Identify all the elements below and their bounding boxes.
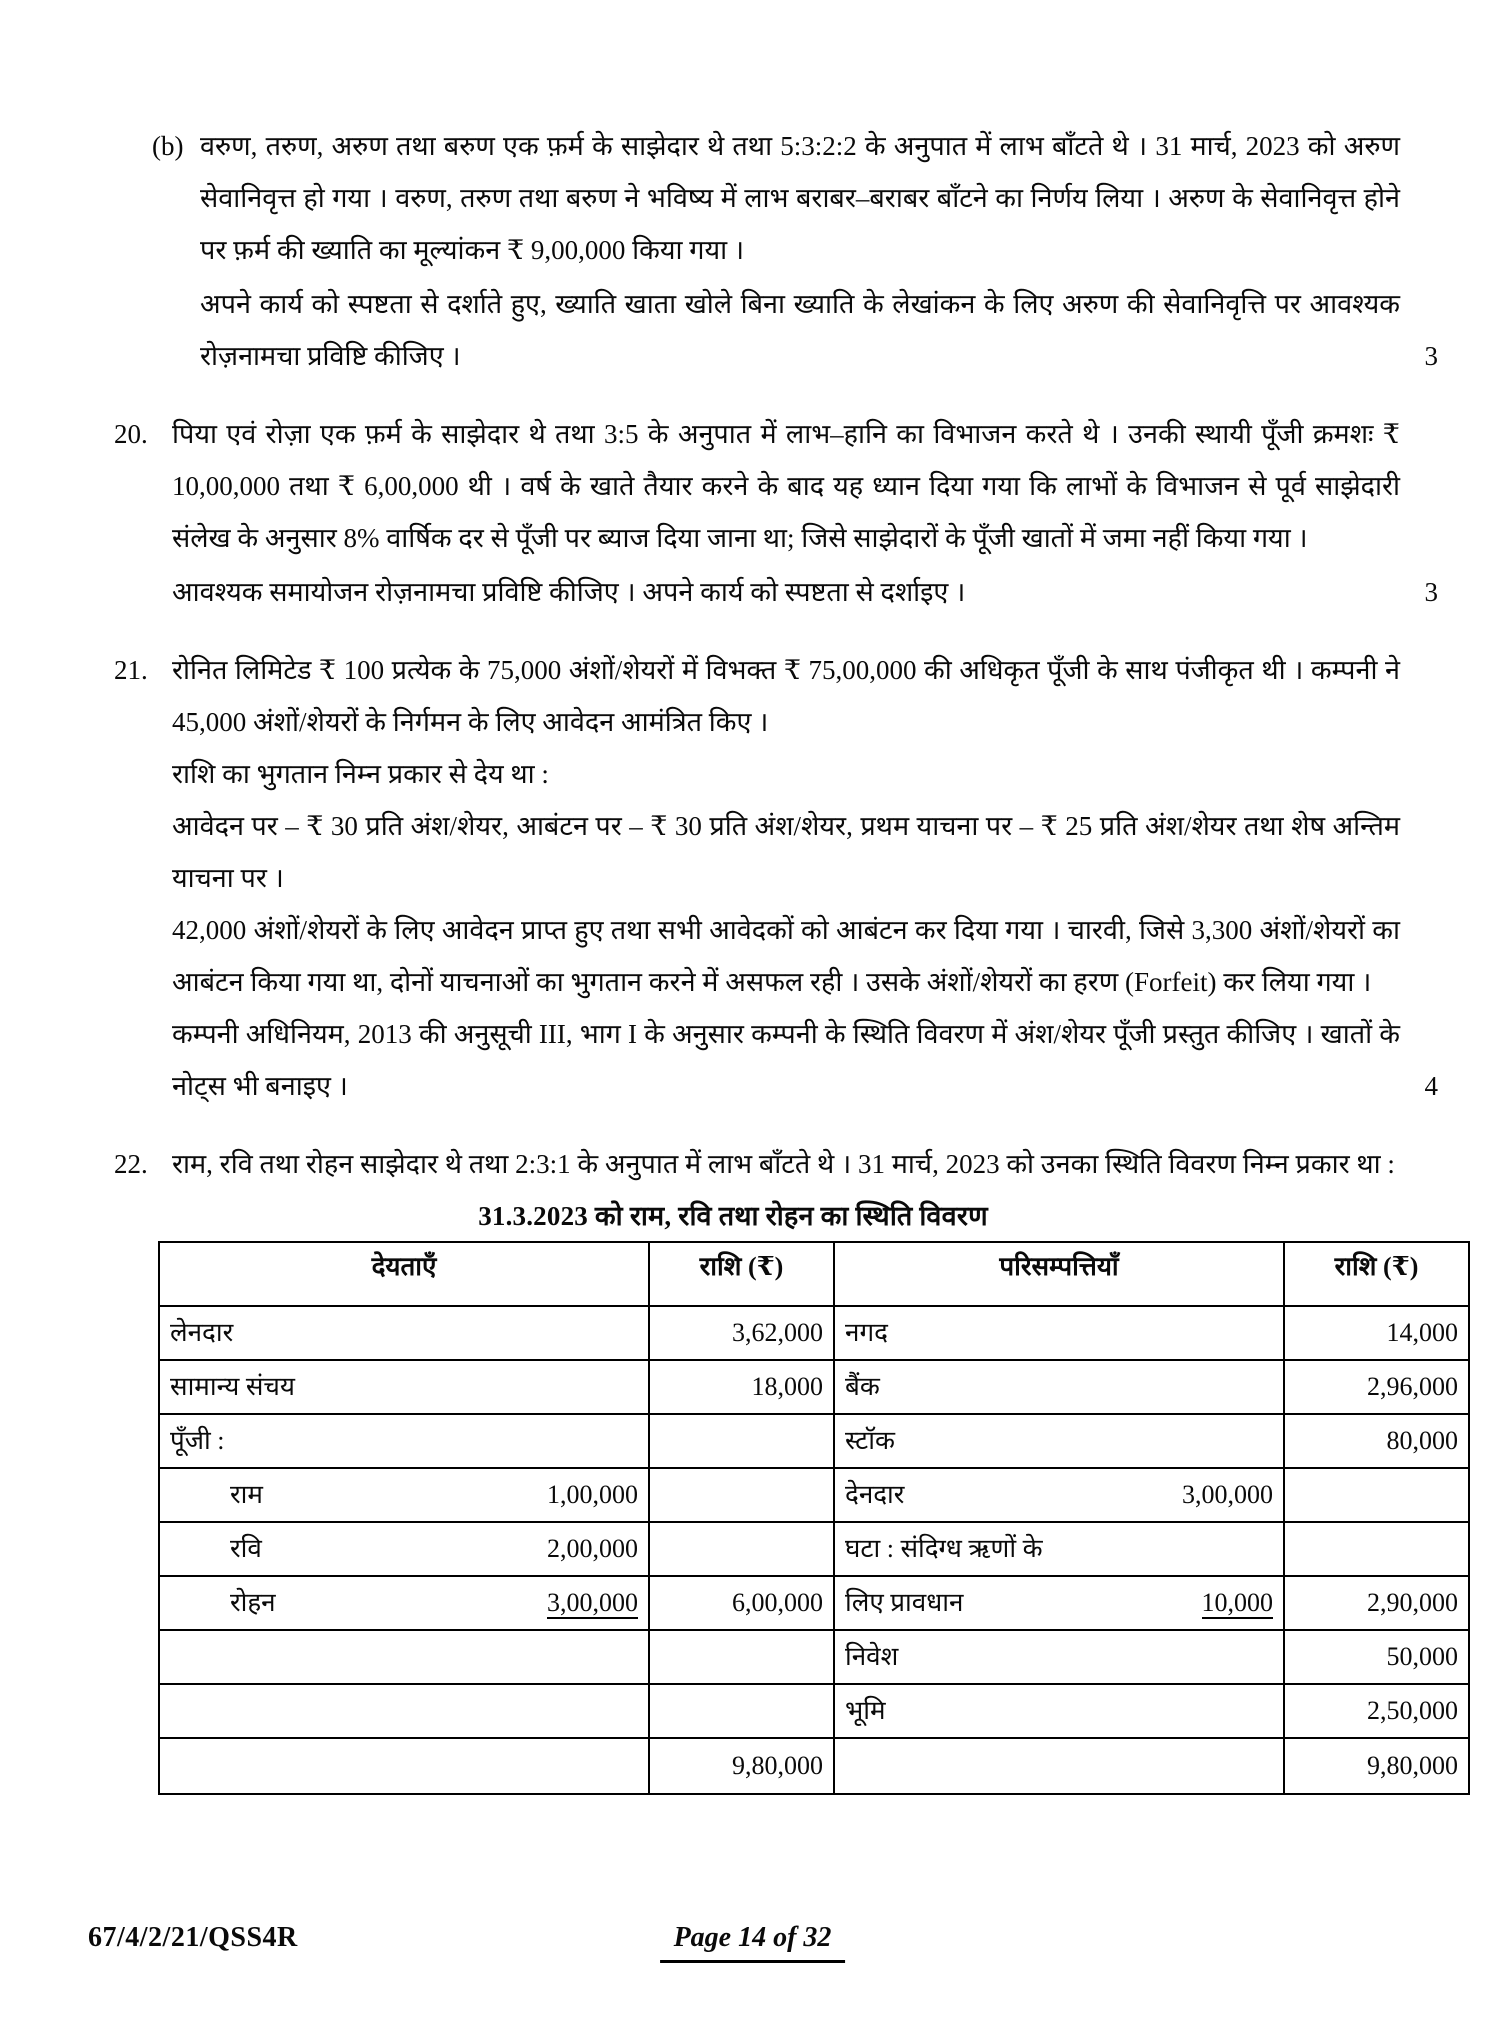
table-row — [159, 1630, 1469, 1684]
balance-sheet — [158, 1196, 1459, 1795]
header-assets: परिसम्पत्तियाँ — [834, 1242, 1284, 1306]
question-21-para-5: कम्पनी अधिनियम, 2013 की अनुसूची III, भाग I के अनुसार कम्पनी के स्थिति विवरण में अंश/शेयर पूँजी प्रस्तुत कीजिए । खातों के नोट्स भी बनाइए । — [172, 1019, 1400, 1101]
table-row — [159, 1684, 1469, 1738]
question-b-para-2: अपने कार्य को स्पष्टता से दर्शाते हुए, ख्याति खाता खोले बिना ख्याति के लेखांकन के लिए अरुण की सेवानिवृत्ति पर आवश्यक रोज़नामचा प्रविष्टि कीजिए । — [200, 289, 1400, 371]
liability-label: राम — [159, 1468, 489, 1522]
liability-amount: 3,62,000 — [649, 1306, 834, 1360]
total-sub-right — [1124, 1738, 1284, 1794]
liability-amount — [649, 1630, 834, 1684]
asset-label: स्टॉक — [834, 1414, 1124, 1468]
asset-label: भूमि — [834, 1684, 1124, 1738]
table-row — [159, 1576, 1469, 1630]
total-amount-left: 9,80,000 — [649, 1738, 834, 1794]
asset-amount: 14,000 — [1284, 1306, 1469, 1360]
asset-sub — [1124, 1684, 1284, 1738]
asset-sub — [1124, 1522, 1284, 1576]
question-22 — [110, 1138, 1400, 1190]
asset-sub — [1124, 1360, 1284, 1414]
header-liabilities: देयताएँ — [159, 1242, 649, 1306]
asset-sub: 3,00,000 — [1124, 1468, 1284, 1522]
asset-label: बैंक — [834, 1360, 1124, 1414]
question-21-body — [172, 644, 1400, 1112]
liability-amount — [649, 1684, 834, 1738]
asset-amount: 2,50,000 — [1284, 1684, 1469, 1738]
footer-paper-code: 67/4/2/21/QSS4R — [88, 1922, 298, 1953]
question-20-body — [172, 408, 1400, 618]
question-22-para-1: राम, रवि तथा रोहन साझेदार थे तथा 2:3:1 के अनुपात में लाभ बाँटते थे । 31 मार्च, 2023 को उनका स्थिति विवरण निम्न प्रकार था : — [172, 1149, 1395, 1179]
header-amount-right: राशि (₹) — [1284, 1242, 1469, 1306]
page-footer — [88, 1922, 1417, 1982]
liability-label: लेनदार — [159, 1306, 489, 1360]
liability-label: रोहन — [159, 1576, 489, 1630]
question-22-number: 22. — [114, 1149, 148, 1179]
liability-label: सामान्य संचय — [159, 1360, 489, 1414]
liability-sub-underlined: 3,00,000 — [547, 1589, 638, 1619]
asset-sub — [1124, 1414, 1284, 1468]
liability-sub — [489, 1576, 649, 1630]
total-label-left — [159, 1738, 489, 1794]
liability-label — [159, 1684, 489, 1738]
question-b — [110, 120, 1438, 382]
liability-amount: 6,00,000 — [649, 1576, 834, 1630]
asset-sub — [1124, 1576, 1284, 1630]
table-row — [159, 1522, 1469, 1576]
asset-amount — [1284, 1522, 1469, 1576]
question-21-para-2: राशि का भुगतान निम्न प्रकार से देय था : — [172, 759, 549, 789]
question-20-para-2: आवश्यक समायोजन रोज़नामचा प्रविष्टि कीजिए । अपने कार्य को स्पष्टता से दर्शाइए । — [172, 577, 966, 607]
total-sub-left — [489, 1738, 649, 1794]
liability-sub — [489, 1684, 649, 1738]
asset-label: घटा : संदिग्ध ऋणों के — [834, 1522, 1124, 1576]
asset-amount: 2,96,000 — [1284, 1360, 1469, 1414]
question-20-number: 20. — [114, 419, 148, 449]
question-b-para-1: वरुण, तरुण, अरुण तथा बरुण एक फ़र्म के साझेदार थे तथा 5:3:2:2 के अनुपात में लाभ बाँटते थे । 31 मार्च, 2023 को अरुण सेवानिवृत्त हो गया । वरुण, तरुण तथा बरुण ने भविष्य में लाभ बराबर–बराबर बाँटने का निर्णय लिया । अरुण के सेवानिवृत्त होने पर फ़र्म की ख्याति का मूल्यांकन ₹ 9,00,000 किया गया । — [200, 131, 1400, 265]
table-row — [159, 1360, 1469, 1414]
question-b-marks: 3 — [1424, 341, 1438, 371]
liability-amount — [649, 1414, 834, 1468]
footer-page-number: Page 14 of 32 — [660, 1922, 846, 1963]
asset-label: देनदार — [834, 1468, 1124, 1522]
header-amount-left: राशि (₹) — [649, 1242, 834, 1306]
liability-amount — [649, 1468, 834, 1522]
balance-sheet-body — [159, 1306, 1469, 1794]
liability-sub — [489, 1360, 649, 1414]
liability-sub — [489, 1414, 649, 1468]
question-b-number: (b) — [152, 131, 184, 161]
asset-amount: 50,000 — [1284, 1630, 1469, 1684]
question-21-para-1: रोनित लिमिटेड ₹ 100 प्रत्येक के 75,000 अंशों/शेयरों में विभक्त ₹ 75,00,000 की अधिकृत पूँजी के साथ पंजीकृत थी । कम्पनी ने 45,000 अंशों/शेयरों के निर्गमन के लिए आवेदन आमंत्रित किए । — [172, 655, 1400, 737]
total-label-right — [834, 1738, 1124, 1794]
liability-amount — [649, 1522, 834, 1576]
total-amount-right: 9,80,000 — [1284, 1738, 1469, 1794]
asset-label: निवेश — [834, 1630, 1124, 1684]
asset-sub — [1124, 1630, 1284, 1684]
question-20-para-1: पिया एवं रोज़ा एक फ़र्म के साझेदार थे तथा 3:5 के अनुपात में लाभ–हानि का विभाजन करते थे । उनकी स्थायी पूँजी क्रमशः ₹ 10,00,000 तथा ₹ 6,00,000 थी । वर्ष के खाते तैयार करने के बाद यह ध्यान दिया गया कि लाभों के विभाजन से पूर्व साझेदारी संलेख के अनुसार 8% वार्षिक दर से पूँजी पर ब्याज दिया जाना था; जिसे साझेदारों के पूँजी खातों में जमा नहीं किया गया । — [172, 419, 1400, 553]
asset-sub — [1124, 1306, 1284, 1360]
liability-sub: 1,00,000 — [489, 1468, 649, 1522]
balance-sheet-header-row — [159, 1242, 1469, 1306]
asset-sub-underlined: 10,000 — [1202, 1589, 1274, 1619]
asset-amount: 2,90,000 — [1284, 1576, 1469, 1630]
balance-sheet-table — [158, 1241, 1470, 1795]
liability-sub: 2,00,000 — [489, 1522, 649, 1576]
asset-label: नगद — [834, 1306, 1124, 1360]
liability-amount: 18,000 — [649, 1360, 834, 1414]
table-row — [159, 1414, 1469, 1468]
question-b-body — [200, 120, 1400, 382]
liability-label — [159, 1630, 489, 1684]
asset-amount — [1284, 1468, 1469, 1522]
table-total-row — [159, 1738, 1469, 1794]
question-20-marks: 3 — [1424, 577, 1438, 607]
question-21-number: 21. — [114, 655, 148, 685]
table-row — [159, 1306, 1469, 1360]
table-row — [159, 1468, 1469, 1522]
asset-amount: 80,000 — [1284, 1414, 1469, 1468]
liability-sub — [489, 1630, 649, 1684]
liability-sub — [489, 1306, 649, 1360]
liability-label: रवि — [159, 1522, 489, 1576]
question-20 — [110, 408, 1438, 618]
question-22-body — [172, 1138, 1400, 1190]
asset-label: लिए प्रावधान — [834, 1576, 1124, 1630]
question-21-para-3: आवेदन पर – ₹ 30 प्रति अंश/शेयर, आबंटन पर – ₹ 30 प्रति अंश/शेयर, प्रथम याचना पर – ₹ 25 प्रति अंश/शेयर तथा शेष अन्तिम याचना पर । — [172, 811, 1400, 893]
question-21 — [110, 644, 1438, 1112]
question-21-para-4: 42,000 अंशों/शेयरों के लिए आवेदन प्राप्त हुए तथा सभी आवेदकों को आबंटन कर दिया गया । चारवी, जिसे 3,300 अंशों/शेयरों का आबंटन किया गया था, दोनों याचनाओं का भुगतान करने में असफल रही । उसके अंशों/शेयरों का हरण (Forfeit) कर लिया गया । — [172, 915, 1400, 997]
liability-label: पूँजी : — [159, 1414, 489, 1468]
question-21-marks: 4 — [1424, 1071, 1438, 1101]
balance-sheet-title: 31.3.2023 को राम, रवि तथा रोहन का स्थिति विवरण — [478, 1201, 988, 1231]
page-content — [110, 120, 1459, 1795]
